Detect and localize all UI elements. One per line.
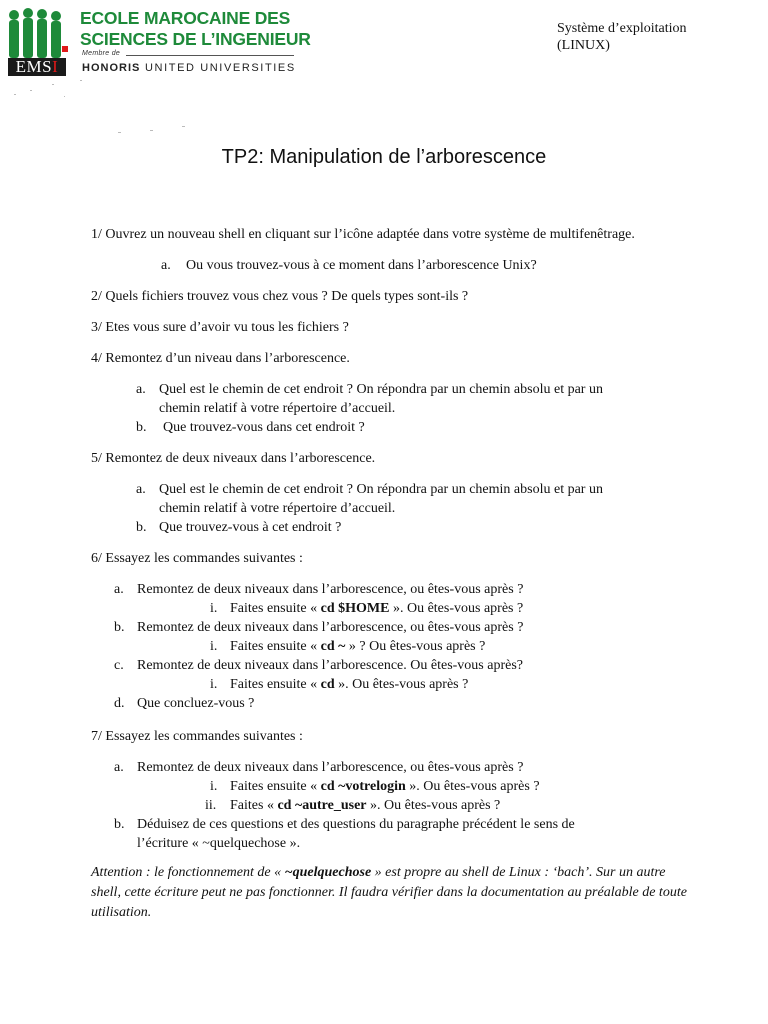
item-marker: a. [136,482,146,497]
exercise-list [91,225,691,923]
students-silhouette-icon [4,6,68,60]
school-name-line2: SCIENCES DE L’INGENIEUR [80,29,311,49]
item-text-pre: Faites ensuite « [230,639,321,654]
item-text: Remontez de deux niveaux dans l’arborescence, ou êtes-vous après ? [137,760,524,775]
attention-note [91,863,691,923]
item-marker: i. [210,639,218,654]
question-4: 4/ Remontez d’un niveau dans l’arborescence. [91,351,350,366]
question-6-item-a-i [91,599,691,618]
item-text: Remontez de deux niveaux dans l’arborescence, ou êtes-vous après ? [137,620,524,635]
question-7-item-a [91,758,691,777]
item-marker: ii. [205,798,217,813]
command-text: cd ~ [320,639,346,654]
item-marker: a. [136,382,146,397]
question-6: 6/ Essayez les commandes suivantes : [91,551,303,566]
question-5-item-b [91,518,691,537]
item-text-pre: Faites ensuite « [230,677,321,692]
item-text-pre: Faites « [230,798,278,813]
question-7-item-a-ii [91,796,691,815]
command-text: cd [320,677,335,692]
network-prefix: HONORIS [82,62,141,74]
item-text: Remontez de deux niveaux dans l’arborescence, ou êtes-vous après ? [137,582,524,597]
item-marker: i. [210,677,218,692]
item-text-line2: l’écriture « ~quelquechose ». [137,836,301,851]
item-marker: a. [114,760,124,775]
question-3: 3/ Etes vous sure d’avoir vu tous les fichiers ? [91,320,349,335]
question-1-item-a [91,256,691,275]
question-5: 5/ Remontez de deux niveaux dans l’arborescence. [91,451,376,466]
item-text-line1: Quel est le chemin de cet endroit ? On répondra par un chemin absolu et par un [159,382,603,397]
question-1: 1/ Ouvrez un nouveau shell en cliquant sur l’icône adaptée dans votre système de multifenêtrage. [91,227,635,242]
item-text-line2: chemin relatif à votre répertoire d’accueil. [159,401,396,416]
item-text-line2: chemin relatif à votre répertoire d’accueil. [159,501,396,516]
item-text-pre: Faites ensuite « [230,601,321,616]
item-text-post: ». Ou êtes-vous après ? [334,677,469,692]
course-subtitle: (LINUX) [557,38,610,53]
item-marker: c. [114,658,124,673]
logo-divider [126,55,294,56]
school-name [80,8,311,50]
item-text: Que trouvez-vous à cet endroit ? [159,520,342,535]
question-6-item-b [91,618,691,637]
item-text: Que trouvez-vous dans cet endroit ? [163,420,365,435]
item-text: Que concluez-vous ? [137,696,255,711]
item-marker: b. [136,420,147,435]
network-suffix: UNITED UNIVERSITIES [145,62,296,74]
question-6-item-b-i [91,637,691,656]
item-marker: a. [114,582,124,597]
school-name-line1: ECOLE MAROCAINE DES [80,8,291,28]
question-7: 7/ Essayez les commandes suivantes : [91,729,303,744]
scan-noise [0,72,200,142]
item-text: Remontez de deux niveaux dans l’arborescence. Ou êtes-vous après? [137,658,524,673]
item-marker: i. [210,779,218,794]
question-6-item-a [91,580,691,599]
item-marker: d. [114,696,125,711]
question-4-item-a [91,380,691,418]
course-label [557,20,686,54]
page-title: TP2: Manipulation de l’arborescence [221,146,547,168]
item-marker: i. [210,601,218,616]
command-text: cd $HOME [320,601,390,616]
command-text: cd ~autre_user [277,798,367,813]
item-marker: b. [114,620,125,635]
note-text-pre: Attention : le fonctionnement de « [91,865,285,880]
note-text-post: » est propre au shell de Linux : ‘bach’. Sur un autre shell, cette écriture peut ne pas fonctionner. Il faudra vérifier dans la documentation au préalable de toute utilisation. [91,865,687,920]
question-4-item-b [91,418,691,437]
emsi-badge: EMSI [8,58,66,76]
question-7-item-a-i [91,777,691,796]
item-marker: a. [161,258,171,273]
item-text-post: » ? Ou êtes-vous après ? [345,639,486,654]
question-6-item-d [91,694,691,713]
question-5-item-a [91,480,691,518]
question-7-item-b [91,815,691,853]
item-marker: b. [136,520,147,535]
item-text: Ou vous trouvez-vous à ce moment dans l’arborescence Unix? [186,258,537,273]
item-text-post: ». Ou êtes-vous après ? [366,798,501,813]
question-2: 2/ Quels fichiers trouvez vous chez vous ? De quels types sont-ils ? [91,289,469,304]
note-term: ~quelquechose [284,865,372,880]
emsi-badge-accent: I [52,57,59,76]
item-text-pre: Faites ensuite « [230,779,321,794]
member-label: Membre de [82,50,121,57]
item-text-line1: Déduisez de ces questions et des questions du paragraphe précédent le sens de [137,817,575,832]
question-6-item-c-i [91,675,691,694]
question-6-item-c [91,656,691,675]
item-marker: b. [114,817,125,832]
item-text-post: ». Ou êtes-vous après ? [389,601,524,616]
item-text-post: ». Ou êtes-vous après ? [405,779,540,794]
command-text: cd ~votrelogin [320,779,406,794]
course-name: Système d’exploitation [557,21,687,36]
item-text-line1: Quel est le chemin de cet endroit ? On répondra par un chemin absolu et par un [159,482,603,497]
